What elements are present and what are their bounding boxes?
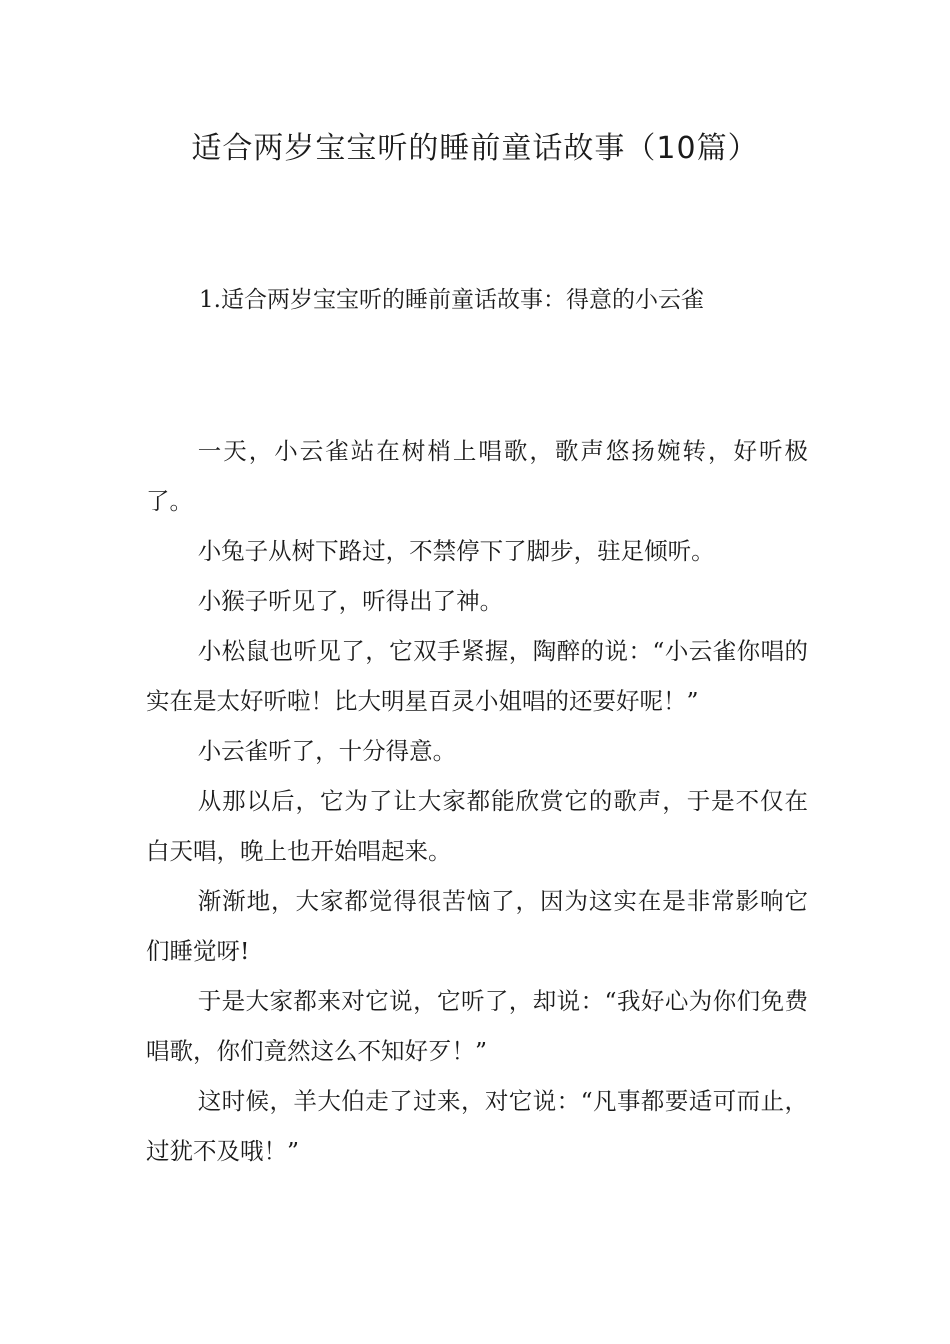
paragraph: 小云雀听了，十分得意。 bbox=[197, 737, 457, 765]
paragraph: 从那以后，它为了让大家都能欣赏它的歌声，于是不仅在白天唱，晚上也开始唱起来。 bbox=[146, 787, 808, 865]
paragraph: 小松鼠也听见了，它双手紧握，陶醉的说：“小云雀你唱的实在是太好听啦！比大明星百灵小姐唱的还要好呢！” bbox=[146, 637, 808, 715]
paragraph: 于是大家都来对它说，它听了，却说：“我好心为你们免费唱歌，你们竟然这么不知好歹！” bbox=[146, 987, 808, 1065]
paragraph: 小兔子从树下路过，不禁停下了脚步，驻足倾听。 bbox=[197, 537, 715, 565]
document-title: 适合两岁宝宝听的睡前童话故事（10篇） bbox=[191, 131, 759, 166]
paragraph: 一天，小云雀站在树梢上唱歌，歌声悠扬婉转，好听极了。 bbox=[146, 437, 808, 515]
paragraph: 这时候，羊大伯走了过来，对它说：“凡事都要适可而止，过犹不及哦！” bbox=[146, 1087, 808, 1165]
section-heading: 1.适合两岁宝宝听的睡前童话故事：得意的小云雀 bbox=[199, 287, 704, 313]
paragraph: 小猴子听见了，听得出了神。 bbox=[197, 587, 504, 615]
story-body bbox=[146, 426, 808, 1176]
paragraph: 渐渐地，大家都觉得很苦恼了，因为这实在是非常影响它们睡觉呀! bbox=[146, 887, 808, 965]
